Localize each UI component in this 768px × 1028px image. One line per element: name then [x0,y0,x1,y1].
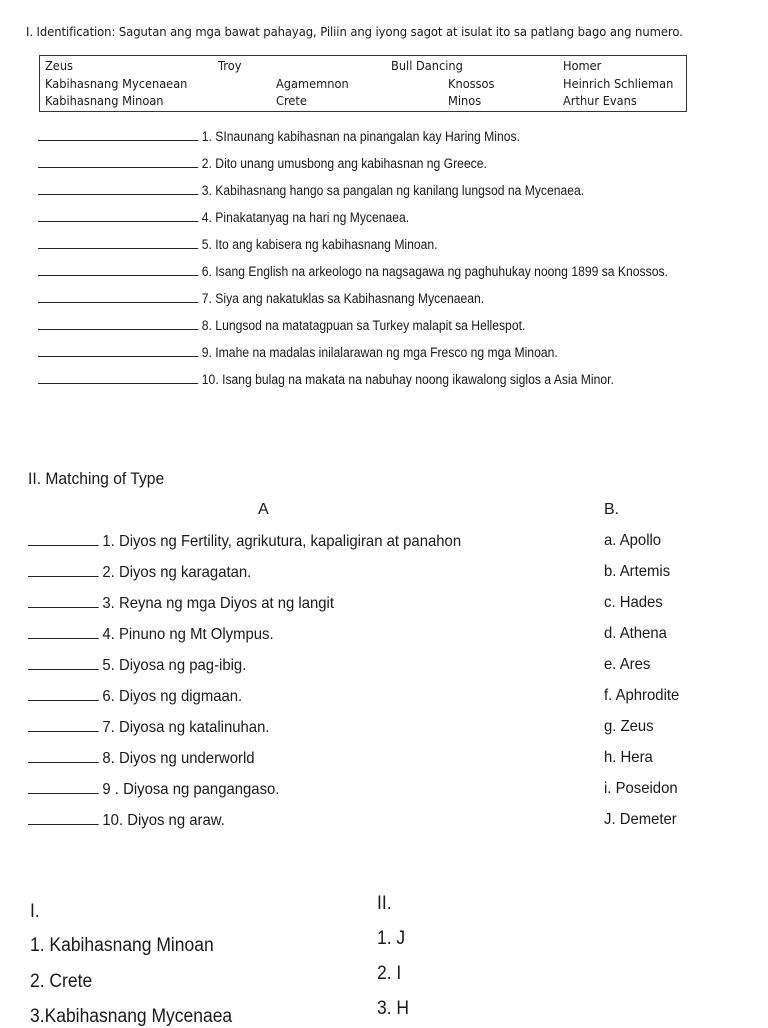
item-text: 10. Diyos ng araw. [102,812,225,829]
item-text: 1. SInaunang kabihasnan na pinangalan kay Haring Minos. [201,129,520,144]
identification-item [38,344,558,360]
identification-item [38,209,409,225]
matching-option: d. Athena [604,625,667,642]
item-text: 6. Diyos ng digmaan. [102,688,243,705]
matching-item [28,532,461,551]
word-bank-term: Knossos [448,77,495,91]
matching-item [28,718,269,737]
identification-item [38,182,584,198]
matching-item [28,656,246,675]
answer-blank[interactable] [28,625,99,639]
answer-blank[interactable] [38,263,198,276]
matching-item [28,563,251,582]
item-text: 9. Imahe na madalas inilalarawan ng mga Fresco ng mga Minoan. [201,345,558,360]
identification-item [38,128,520,144]
item-text: 5. Diyosa ng pag-ibig. [102,657,247,674]
answer-blank[interactable] [38,344,198,357]
matching-option: J. Demeter [604,811,677,828]
item-text: 4. Pinakatanyag na hari ng Mycenaea. [201,210,410,225]
answer-key-item: 3. H [377,998,410,1019]
word-bank-term: Kabihasnang Minoan [45,94,164,108]
word-bank-term: Zeus [45,59,73,73]
matching-item [28,749,255,768]
identification-item [38,290,484,306]
matching-option: i. Poseidon [604,780,678,797]
answer-key-item: 1. Kabihasnang Minoan [30,935,214,956]
answer-blank[interactable] [38,290,198,303]
answer-blank[interactable] [28,780,99,794]
answer-blank[interactable] [28,563,99,577]
answer-blank[interactable] [38,182,198,195]
answer-blank[interactable] [38,371,198,384]
answer-key-item: 2. Crete [30,971,93,992]
item-text: 9 . Diyosa ng pangangaso. [102,781,280,798]
word-bank-term: Agamemnon [276,77,349,91]
matching-item [28,594,334,613]
item-text: 3. Reyna ng mga Diyos at ng langit [102,595,334,612]
identification-item [38,236,438,252]
word-bank-term: Bull Dancing [391,59,463,73]
answer-blank[interactable] [38,128,198,141]
answer-key-item: 1. J [377,928,406,949]
word-bank-term: Kabihasnang Mycenaean [45,77,188,91]
identification-item [38,317,525,333]
identification-item [38,263,668,279]
item-text: 1. Diyos ng Fertility, agrikutura, kapaligiran at panahon [102,533,462,550]
matching-option: e. Ares [604,656,651,673]
answer-key-item: 2. I [377,963,402,984]
answer-blank[interactable] [28,594,99,608]
matching-option: h. Hera [604,749,653,766]
answer-blank[interactable] [38,236,198,249]
answer-key-part1-heading: I. [30,901,40,922]
answer-blank[interactable] [28,656,99,670]
matching-title: II. Matching of Type [28,469,165,488]
answer-blank[interactable] [28,811,99,825]
item-text: 2. Diyos ng karagatan. [102,564,252,581]
identification-item [38,155,487,171]
column-b-heading: B. [604,501,620,518]
item-text: 7. Siya ang nakatuklas sa Kabihasnang Mycenaean. [201,291,485,306]
item-text: 8. Diyos ng underworld [102,750,255,767]
word-bank-term: Minos [448,94,482,108]
answer-blank[interactable] [28,532,99,546]
column-a-heading: A [258,501,269,518]
answer-blank[interactable] [38,317,198,330]
item-text: 8. Lungsod na matatagpuan sa Turkey malapit sa Hellespot. [201,318,526,333]
word-bank-term: Heinrich Schlieman [563,77,674,91]
answer-blank[interactable] [28,687,99,701]
identification-instruction: I. Identification: Sagutan ang mga bawat pahayag, Piliin ang iyong sagot at isulat ito sa patlang bago ang numero. [26,24,683,39]
answer-key-item: 3.Kabihasnang Mycenaea [30,1006,233,1027]
word-bank-term: Homer [563,59,602,73]
identification-item [38,371,614,387]
matching-item [28,625,274,644]
matching-item [28,687,242,706]
word-bank-term: Troy [218,59,242,73]
word-bank-term: Crete [276,94,307,108]
item-text: 5. Ito ang kabisera ng kabihasnang Minoan. [201,237,438,252]
word-bank-box [39,55,687,112]
item-text: 10. Isang bulag na makata na nabuhay noong ikawalong siglos a Asia Minor. [201,372,614,387]
answer-key-part2-heading: II. [377,893,392,914]
word-bank-term: Arthur Evans [563,94,637,108]
item-text: 4. Pinuno ng Mt Olympus. [102,626,274,643]
item-text: 7. Diyosa ng katalinuhan. [102,719,270,736]
item-text: 6. Isang English na arkeologo na nagsagawa ng paghuhukay noong 1899 sa Knossos. [201,264,668,279]
matching-option: g. Zeus [604,718,654,735]
answer-blank[interactable] [28,718,99,732]
matching-option: f. Aphrodite [604,687,680,704]
matching-item [28,811,225,830]
answer-blank[interactable] [38,155,198,168]
matching-option: b. Artemis [604,563,671,580]
item-text: 3. Kabihasnang hango sa pangalan ng kanilang lungsod na Mycenaea. [201,183,585,198]
answer-blank[interactable] [38,209,198,222]
matching-option: a. Apollo [604,532,662,549]
matching-item [28,780,279,799]
item-text: 2. Dito unang umusbong ang kabihasnan ng Greece. [201,156,487,171]
matching-option: c. Hades [604,594,663,611]
answer-blank[interactable] [28,749,99,763]
